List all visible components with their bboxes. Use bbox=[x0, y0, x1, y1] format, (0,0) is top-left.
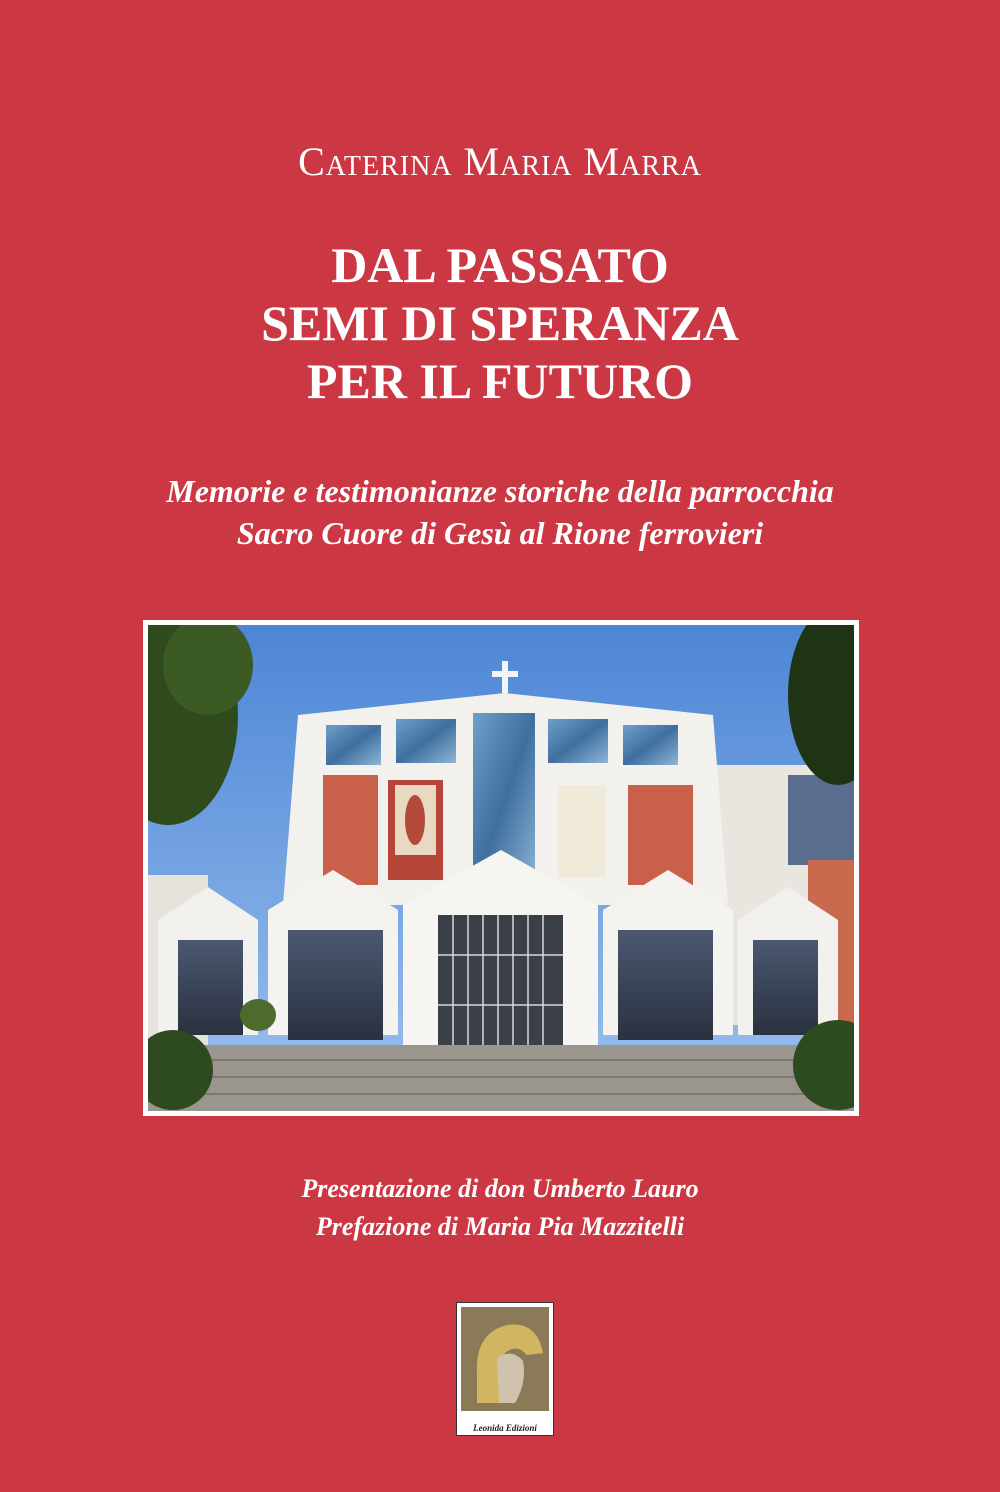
church-photo bbox=[143, 620, 859, 1116]
church-illustration bbox=[148, 625, 854, 1111]
publisher-logo bbox=[456, 1302, 554, 1436]
title-line-3: PER IL FUTURO bbox=[306, 353, 694, 409]
warrior-helmet-icon bbox=[457, 1303, 553, 1413]
presentation-credit: Presentazione di don Umberto Lauro bbox=[301, 1174, 699, 1203]
book-title bbox=[0, 236, 1000, 410]
publisher-name: Leonida Edizioni bbox=[473, 1423, 537, 1433]
book-credits bbox=[0, 1170, 1000, 1246]
preface-credit: Prefazione di Maria Pia Mazzitelli bbox=[315, 1212, 685, 1241]
subtitle-line-1: Memorie e testimonianze storiche della parrocchia bbox=[166, 473, 834, 509]
book-subtitle bbox=[0, 470, 1000, 554]
title-line-1: DAL PASSATO bbox=[331, 237, 669, 293]
author-name: Caterina Maria Marra bbox=[298, 139, 702, 184]
subtitle-line-2: Sacro Cuore di Gesù al Rione ferrovieri bbox=[236, 515, 764, 551]
title-line-2: SEMI DI SPERANZA bbox=[261, 295, 739, 351]
